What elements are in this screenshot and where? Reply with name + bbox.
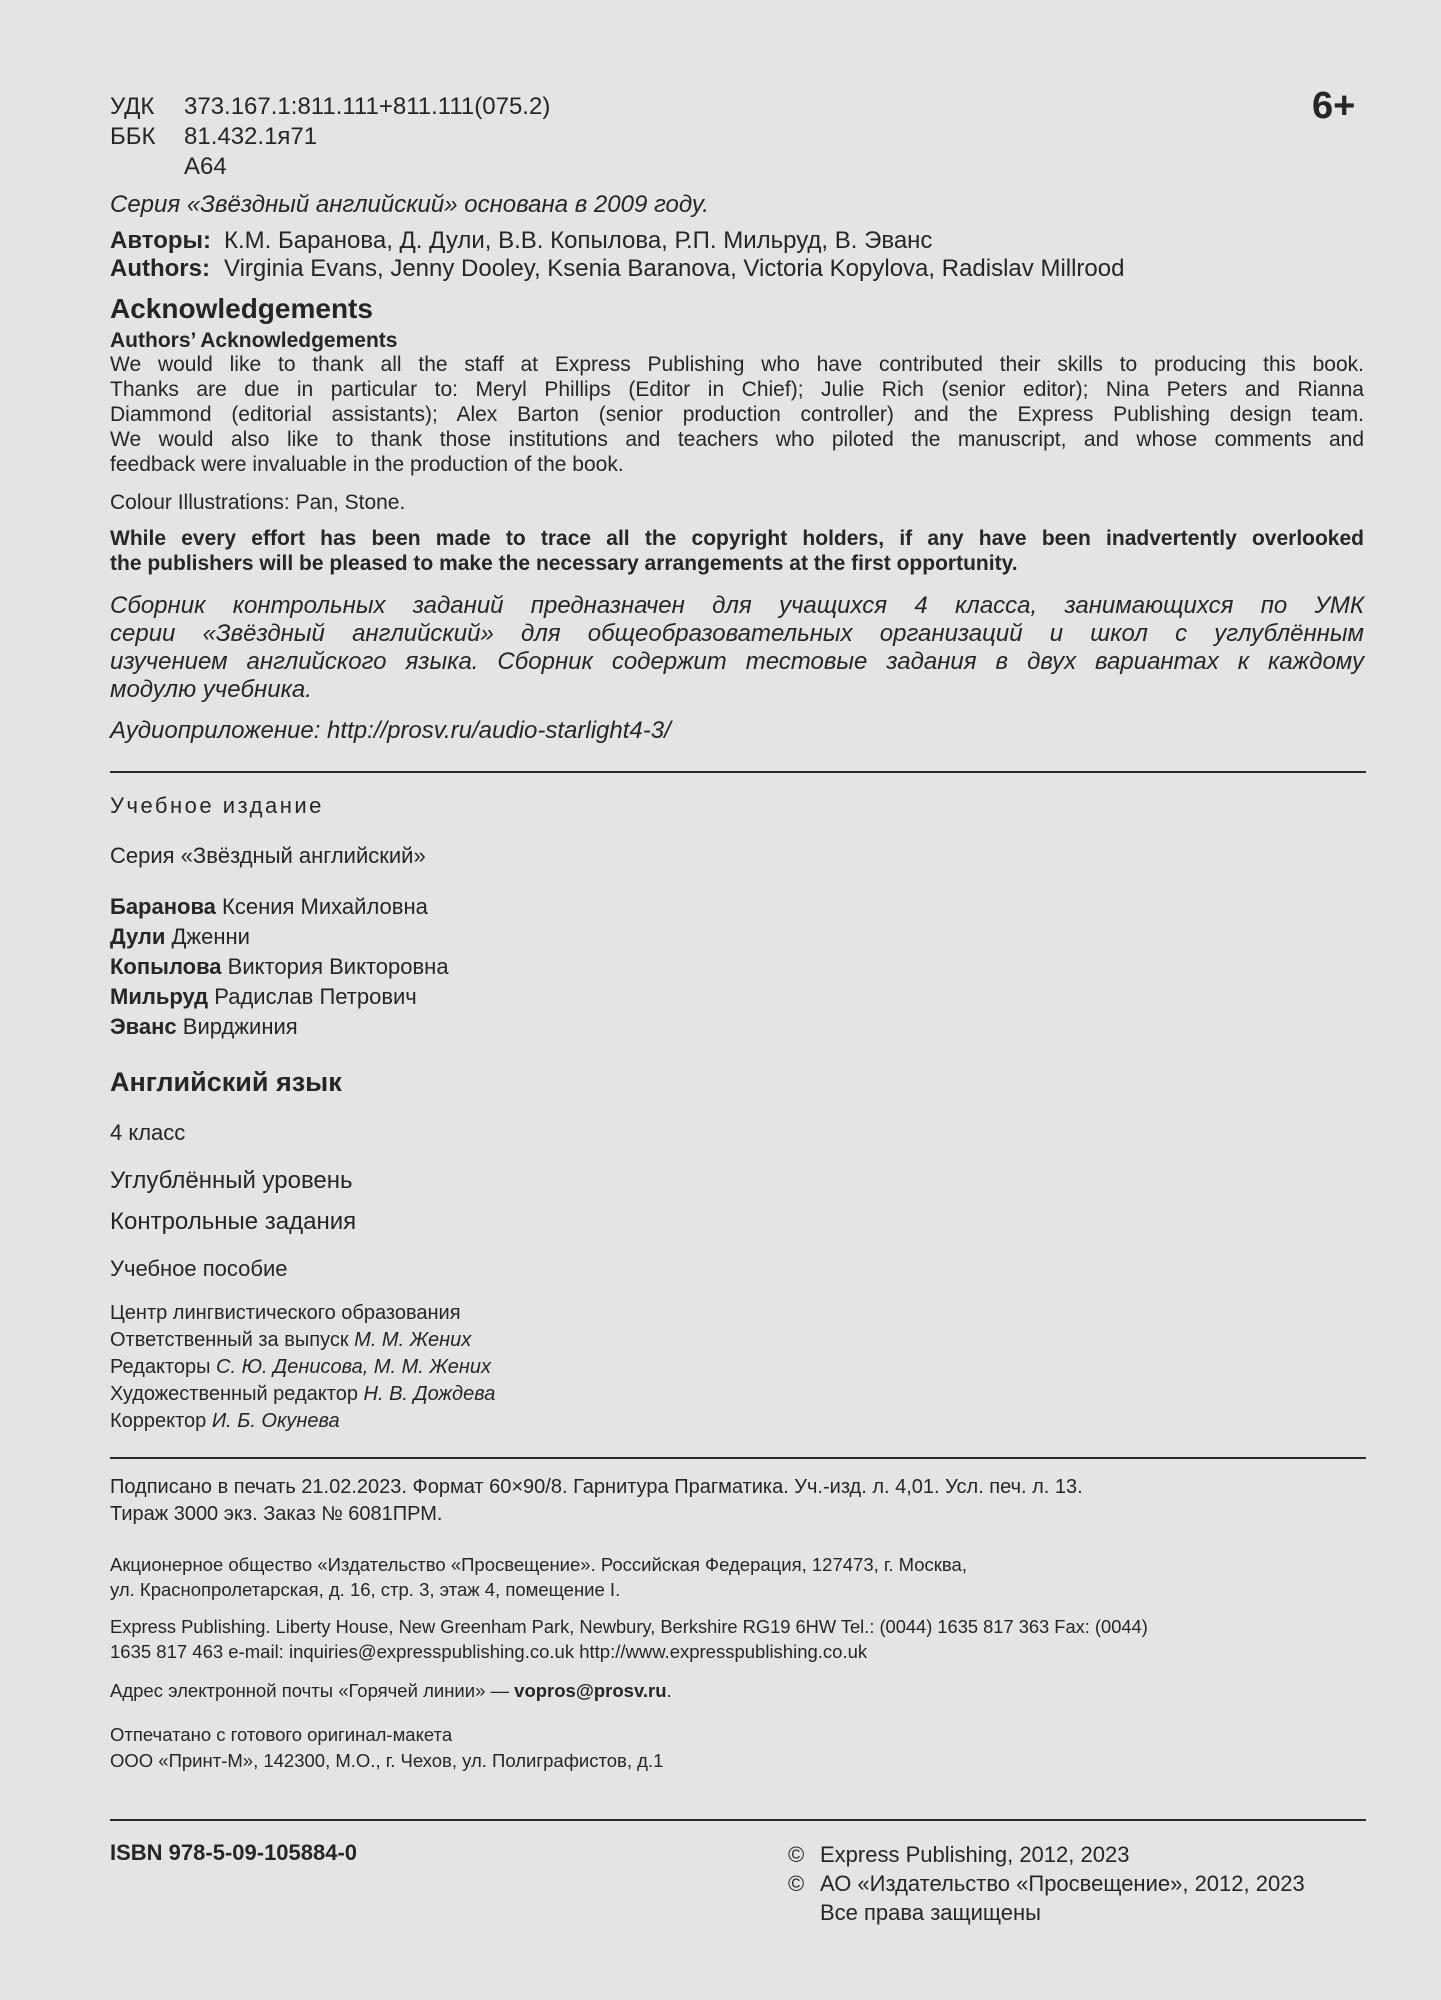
author-surname: Копылова	[110, 954, 222, 979]
credit-entry	[110, 1355, 491, 1380]
authors-ru-names: К.М. Баранова, Д. Дули, В.В. Копылова, Р.П. Мильруд, В. Эванс	[224, 227, 933, 254]
credit-name: М. М. Жених	[354, 1329, 472, 1351]
author-entry	[110, 924, 250, 950]
publisher-ru-line: ул. Краснопролетарская, д. 16, стр. 3, этаж 4, помещение I.	[110, 1579, 621, 1600]
udk-label: УДК	[110, 93, 155, 120]
print-info-line: Подписано в печать 21.02.2023. Формат 60×90/8. Гарнитура Прагматика. Уч.-изд. л. 4,01. Усл. печ. л. 13.	[110, 1476, 1083, 1498]
publisher-en-line: 1635 817 463 e-mail: inquiries@expresspublishing.co.uk http://www.expresspublishing.co.uk	[110, 1641, 868, 1662]
author-surname: Эванс	[110, 1014, 177, 1039]
credit-role: Корректор	[110, 1410, 207, 1432]
hotline-end: .	[666, 1680, 672, 1701]
credit-role: Редакторы	[110, 1356, 211, 1378]
author-entry	[110, 984, 417, 1010]
credit-role: Центр лингвистического образования	[110, 1302, 461, 1324]
description-line: изучением английского языка. Сборник содержит тестовые задания в двух вариантах к каждому	[110, 648, 1364, 675]
author-given-name: Радислав Петрович	[214, 984, 417, 1009]
copyright-holder: АО «Издательство «Просвещение», 2012, 2023	[820, 1871, 1305, 1896]
series-note: Серия «Звёздный английский» основана в 2009 году.	[110, 191, 709, 218]
credit-entry	[110, 1328, 471, 1353]
ack-line: We would also like to thank those institutions and teachers who piloted the manuscript, and whose comments and	[110, 428, 1364, 451]
credit-role: Художественный редактор	[110, 1383, 358, 1405]
ack-line: We would like to thank all the staff at Express Publishing who have contributed their skills to producing this book.	[110, 353, 1364, 376]
author-given-name: Ксения Михайловна	[222, 894, 428, 919]
illustrations-credit: Colour Illustrations: Pan, Stone.	[110, 491, 406, 514]
copyright-line: While every effort has been made to trace all the copyright holders, if any have been inadvertently overlooked	[110, 527, 1364, 550]
audio-link: Аудиоприложение: http://prosv.ru/audio-starlight4-3/	[110, 717, 671, 744]
copyright-entry	[788, 1840, 1129, 1870]
credit-entry	[110, 1301, 461, 1326]
divider	[110, 1819, 1366, 1821]
credit-name: И. Б. Окунева	[211, 1410, 340, 1432]
ack-line: feedback were invaluable in the production of the book.	[110, 453, 624, 476]
copyright-symbol: ©	[788, 1842, 805, 1867]
rights-reserved: Все права защищены	[820, 1900, 1041, 1925]
book-level: Углублённый уровень	[110, 1167, 353, 1194]
acknowledgements-subtitle: Authors’ Acknowledgements	[110, 329, 398, 352]
credit-name: С. Ю. Денисова, М. М. Жених	[216, 1356, 491, 1378]
copyright-symbol: ©	[788, 1871, 805, 1896]
divider	[110, 1457, 1366, 1459]
credit-entry	[110, 1409, 340, 1434]
bbk-row	[110, 122, 317, 152]
ack-line: Thanks are due in particular to: Meryl Phillips (Editor in Chief); Julie Rich (senior editor); Nina Peters and Rianna	[110, 378, 1364, 401]
description-line: модулю учебника.	[110, 676, 312, 703]
udk-value: 373.167.1:811.111+811.111(075.2)	[184, 93, 551, 120]
collection-description	[110, 592, 1364, 704]
hotline	[110, 1679, 672, 1703]
author-index: А64	[184, 153, 227, 180]
description-line: Сборник контрольных заданий предназначен для учащихся 4 класса, занимающихся по УМК	[110, 592, 1364, 619]
publisher-en-line: Express Publishing. Liberty House, New Greenham Park, Newbury, Berkshire RG19 6HW Tel.: (0044) 1635 817 363 Fax: (0044)	[110, 1616, 1148, 1637]
bbk-label: ББК	[110, 123, 156, 150]
series-name: Серия «Звёздный английский»	[110, 843, 426, 868]
book-kind: Контрольные задания	[110, 1208, 357, 1235]
publisher-ru-line: Акционерное общество «Издательство «Просвещение». Российская Федерация, 127473, г. Москва,	[110, 1554, 967, 1575]
acknowledgements-body	[110, 352, 1364, 477]
author-entry	[110, 1014, 298, 1040]
copyright-line: the publishers will be pleased to make the necessary arrangements at the first opportunity.	[110, 552, 1018, 575]
bbk-value: 81.432.1я71	[184, 123, 318, 150]
author-surname: Дули	[110, 924, 166, 949]
book-grade: 4 класс	[110, 1120, 186, 1145]
description-line: серии «Звёздный английский» для общеобразовательных организаций и школ с углублённым	[110, 620, 1364, 647]
author-entry	[110, 894, 428, 920]
credit-role: Ответственный за выпуск	[110, 1329, 349, 1351]
book-title: Английский язык	[110, 1067, 342, 1097]
author-surname: Мильруд	[110, 984, 209, 1009]
acknowledgements-title: Acknowledgements	[110, 293, 373, 324]
print-info-line: Тираж 3000 экз. Заказ № 6081ПРМ.	[110, 1503, 443, 1525]
authors-en-names: Virginia Evans, Jenny Dooley, Ksenia Baranova, Victoria Kopylova, Radislav Millrood	[224, 255, 1125, 282]
author-surname: Баранова	[110, 894, 216, 919]
book-type: Учебное пособие	[110, 1256, 288, 1281]
age-rating: 6+	[1312, 85, 1356, 127]
edition-type: Учебное издание	[110, 793, 324, 818]
isbn: ISBN 978-5-09-105884-0	[110, 1840, 358, 1865]
authors-ru	[110, 226, 932, 256]
authors-ru-label: Авторы:	[110, 227, 212, 254]
ack-line: Diammond (editorial assistants); Alex Barton (senior production controller) and the Express Publishing design team.	[110, 403, 1364, 426]
author-given-name: Вирджиния	[182, 1014, 298, 1039]
authors-en-label: Authors:	[110, 255, 210, 282]
udk-row	[110, 92, 550, 122]
credit-entry	[110, 1382, 495, 1407]
copyright-entry	[788, 1869, 1305, 1899]
printed-line: Отпечатано с готового оригинал-макета	[110, 1724, 453, 1745]
printed-line: ООО «Принт-М», 142300, М.О., г. Чехов, ул. Полиграфистов, д.1	[110, 1750, 664, 1771]
author-given-name: Дженни	[171, 924, 250, 949]
hotline-email: vopros@prosv.ru	[514, 1680, 667, 1701]
copyright-notice	[110, 526, 1364, 576]
copyright-holder: Express Publishing, 2012, 2023	[820, 1842, 1130, 1867]
hotline-label: Адрес электронной почты «Горячей линии» —	[110, 1680, 510, 1701]
author-entry	[110, 954, 449, 980]
copyright-entry	[788, 1898, 1041, 1928]
authors-en	[110, 254, 1124, 284]
divider	[110, 771, 1366, 773]
author-given-name: Виктория Викторовна	[227, 954, 449, 979]
credit-name: Н. В. Дождева	[363, 1383, 496, 1405]
